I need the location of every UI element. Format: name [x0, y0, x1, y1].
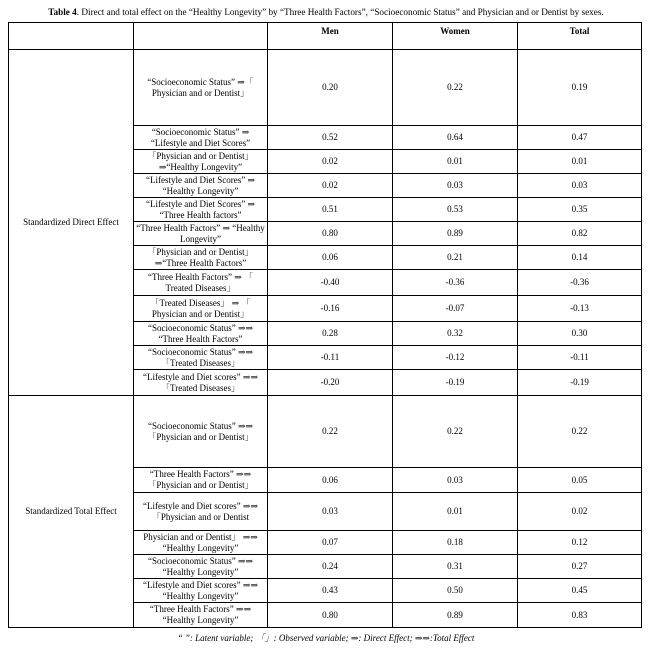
women-value: 0.89: [393, 603, 518, 628]
table-caption: [0, 6, 652, 18]
table-row: [9, 50, 642, 126]
men-value: 0.80: [268, 222, 393, 246]
women-value: 0.21: [393, 246, 518, 270]
women-value: 0.89: [393, 222, 518, 246]
column-header-total: Total: [518, 23, 642, 50]
total-value: 0.82: [518, 222, 642, 246]
path-cell: “Three Health Factors” ⇒⇒ “Healthy Longevity”: [134, 603, 268, 628]
men-value: 0.51: [268, 198, 393, 222]
path-cell: “Lifestyle and Diet Scores” ⇒ “Healthy Longevity”: [134, 174, 268, 198]
column-header-women: Women: [393, 23, 518, 50]
total-value: 0.19: [518, 50, 642, 126]
path-cell: 「Treated Diseases」 ⇒ 「 Physician and or Dentist」: [134, 296, 268, 322]
column-header: [134, 23, 268, 50]
men-value: 0.43: [268, 579, 393, 603]
men-value: 0.07: [268, 531, 393, 555]
women-value: 0.22: [393, 396, 518, 468]
caption-text: . Direct and total effect on the “Healthy Longevity” by “Three Health Factors”, “Socioeconomic Status” and Physician and or Dentist by sexes.: [76, 7, 604, 17]
table-body: [9, 50, 642, 628]
total-value: 0.22: [518, 396, 642, 468]
header-row: [9, 23, 642, 50]
path-cell: “Three Health Factors” ⇒⇒ 「Physician and or Dentist」: [134, 468, 268, 493]
women-value: 0.50: [393, 579, 518, 603]
men-value: 0.06: [268, 468, 393, 493]
path-cell: 「Physician and or Dentist」 ⇒“Three Health Factors”: [134, 246, 268, 270]
table-row: [9, 396, 642, 468]
women-value: 0.31: [393, 555, 518, 579]
women-value: 0.64: [393, 126, 518, 150]
path-cell: 「Physician and or Dentist」 ⇒“Healthy Longevity”: [134, 150, 268, 174]
total-value: -0.13: [518, 296, 642, 322]
women-value: 0.22: [393, 50, 518, 126]
men-value: 0.20: [268, 50, 393, 126]
total-value: 0.01: [518, 150, 642, 174]
men-value: 0.52: [268, 126, 393, 150]
women-value: 0.01: [393, 493, 518, 531]
path-cell: “Three Health Factors” ⇒ 「 Treated Diseases」: [134, 270, 268, 296]
path-cell: “Lifestyle and Diet scores” ⇒⇒ 「Physician and or Dentist: [134, 493, 268, 531]
total-value: 0.47: [518, 126, 642, 150]
men-value: -0.11: [268, 346, 393, 370]
path-cell: “Lifestyle and Diet scores” ⇒⇒ 「Treated Diseases」: [134, 370, 268, 396]
men-value: 0.03: [268, 493, 393, 531]
total-value: 0.30: [518, 322, 642, 346]
path-cell: “Socioeconomic Status” ⇒⇒ 「Treated Diseases」: [134, 346, 268, 370]
path-cell: “Lifestyle and Diet Scores” ⇒ “Three Health factors”: [134, 198, 268, 222]
men-value: 0.02: [268, 174, 393, 198]
total-value: 0.83: [518, 603, 642, 628]
women-value: 0.53: [393, 198, 518, 222]
total-value: -0.19: [518, 370, 642, 396]
effect-group-label: Standardized Direct Effect: [9, 50, 134, 396]
total-value: 0.45: [518, 579, 642, 603]
men-value: 0.06: [268, 246, 393, 270]
women-value: -0.12: [393, 346, 518, 370]
total-value: 0.14: [518, 246, 642, 270]
path-cell: “Socioeconomic Status” ⇒ “Lifestyle and Diet Scores”: [134, 126, 268, 150]
total-value: -0.11: [518, 346, 642, 370]
men-value: -0.16: [268, 296, 393, 322]
men-value: -0.40: [268, 270, 393, 296]
total-value: 0.27: [518, 555, 642, 579]
women-value: 0.01: [393, 150, 518, 174]
path-cell: “Socioeconomic Status” ⇒「 Physician and or Dentist」: [134, 50, 268, 126]
women-value: 0.32: [393, 322, 518, 346]
column-header-men: Men: [268, 23, 393, 50]
table-label: Table 4: [48, 7, 77, 17]
men-value: 0.24: [268, 555, 393, 579]
men-value: 0.28: [268, 322, 393, 346]
total-value: 0.03: [518, 174, 642, 198]
effects-table: [8, 22, 642, 628]
table-footnote: “ ”: Latent variable; 「」: Observed variable; ⇒: Direct Effect; ⇒⇒:Total Effect: [177, 633, 475, 643]
total-value: 0.05: [518, 468, 642, 493]
women-value: 0.03: [393, 174, 518, 198]
men-value: 0.22: [268, 396, 393, 468]
women-value: 0.18: [393, 531, 518, 555]
total-value: 0.35: [518, 198, 642, 222]
path-cell: “Lifestyle and Diet scores” ⇒⇒ “Healthy Longevity”: [134, 579, 268, 603]
women-value: -0.07: [393, 296, 518, 322]
path-cell: “Socioeconomic Status” ⇒⇒ “Three Health Factors”: [134, 322, 268, 346]
total-value: 0.12: [518, 531, 642, 555]
effect-group-label: Standardized Total Effect: [9, 396, 134, 628]
men-value: 0.02: [268, 150, 393, 174]
men-value: -0.20: [268, 370, 393, 396]
men-value: 0.80: [268, 603, 393, 628]
women-value: -0.36: [393, 270, 518, 296]
column-header: [9, 23, 134, 50]
total-value: -0.36: [518, 270, 642, 296]
total-value: 0.02: [518, 493, 642, 531]
women-value: 0.03: [393, 468, 518, 493]
women-value: -0.19: [393, 370, 518, 396]
path-cell: “Socioeconomic Status” ⇒⇒ “Healthy Longevity”: [134, 555, 268, 579]
path-cell: “Socioeconomic Status” ⇒⇒ 「Physician and or Dentist」: [134, 396, 268, 468]
path-cell: “Three Health Factors” ⇒ “Healthy Longevity”: [134, 222, 268, 246]
path-cell: Physician and or Dentist」 ⇒⇒ “Healthy Longevity”: [134, 531, 268, 555]
